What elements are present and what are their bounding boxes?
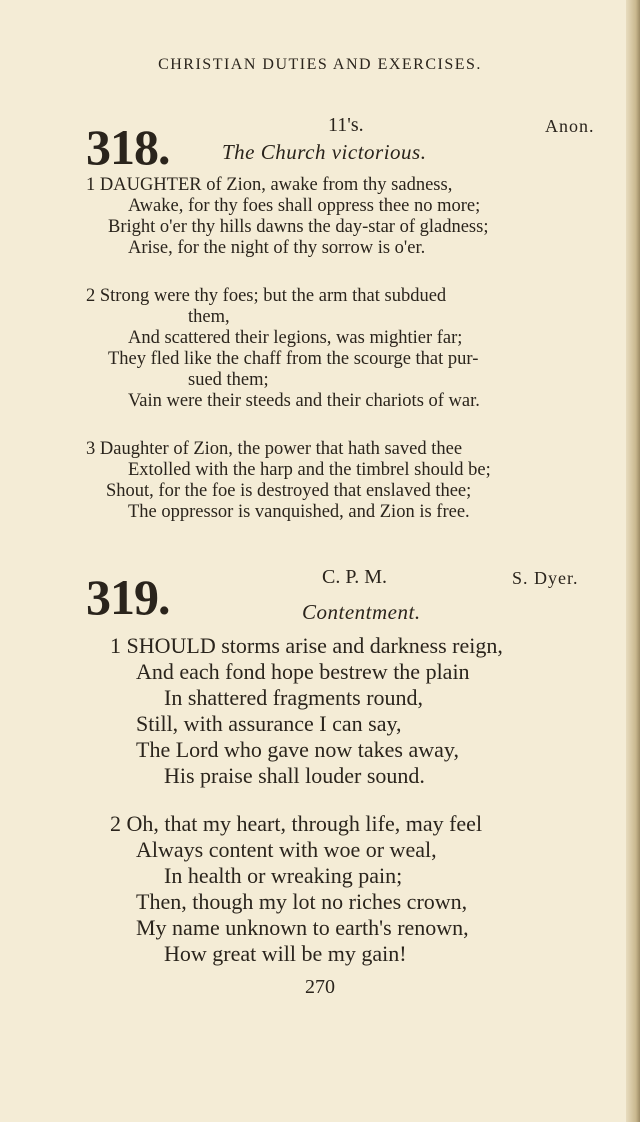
verse-line: And each fond hope bestrew the plain: [136, 659, 470, 684]
hymn-number: 318.: [86, 119, 170, 175]
verse-line: The oppressor is vanquished, and Zion is free.: [128, 502, 470, 522]
verse-line: Bright o'er thy hills dawns the day-star of gladness;: [108, 217, 489, 237]
verse-line: In shattered fragments round,: [164, 685, 424, 710]
hymn-number: 319.: [86, 569, 170, 625]
verse-line: 2 Strong were thy foes; but the arm that subdued: [86, 286, 447, 306]
verse-line: How great will be my gain!: [164, 941, 407, 966]
verse-line: His praise shall louder sound.: [164, 763, 425, 788]
verse-line: Vain were their steeds and their chariots of war.: [128, 391, 480, 411]
verse-line: sued them;: [188, 370, 269, 390]
verse-line: Then, though my lot no riches crown,: [136, 889, 468, 914]
verse-line: 1 DAUGHTER of Zion, awake from thy sadness,: [86, 175, 453, 195]
verse-line: And scattered their legions, was mightier far;: [128, 328, 463, 348]
verse-line: Awake, for thy foes shall oppress thee no more;: [128, 196, 481, 216]
hymn-meter: C. P. M.: [322, 566, 388, 588]
verse-line: 3 Daughter of Zion, the power that hath saved thee: [86, 439, 463, 459]
verse-line: them,: [188, 307, 230, 327]
verse-line: Always content with woe or weal,: [136, 837, 437, 862]
hymn-meter: 11's.: [328, 114, 364, 136]
hymn-author: S. Dyer.: [512, 568, 579, 588]
hymn-author: Anon.: [545, 116, 595, 136]
verse-line: Extolled with the harp and the timbrel should be;: [128, 460, 491, 480]
verse-line: 1 SHOULD storms arise and darkness reign,: [110, 633, 503, 658]
hymn-title: Contentment.: [302, 600, 421, 624]
verse-line: 2 Oh, that my heart, through life, may feel: [110, 811, 483, 836]
verse-line: In health or wreaking pain;: [164, 863, 403, 888]
verse-line: Still, with assurance I can say,: [136, 711, 402, 736]
verse-line: The Lord who gave now takes away,: [136, 737, 459, 762]
verse-line: They fled like the chaff from the scourge that pur-: [108, 349, 479, 369]
page-edge: [626, 0, 640, 1122]
page-number: 270: [305, 976, 335, 998]
verse-line: My name unknown to earth's renown,: [136, 915, 469, 940]
hymn-title: The Church victorious.: [222, 140, 427, 164]
verse-line: Arise, for the night of thy sorrow is o'er.: [128, 238, 426, 258]
verse-line: Shout, for the foe is destroyed that enslaved thee;: [106, 481, 472, 501]
running-head: CHRISTIAN DUTIES AND EXERCISES.: [158, 56, 482, 73]
